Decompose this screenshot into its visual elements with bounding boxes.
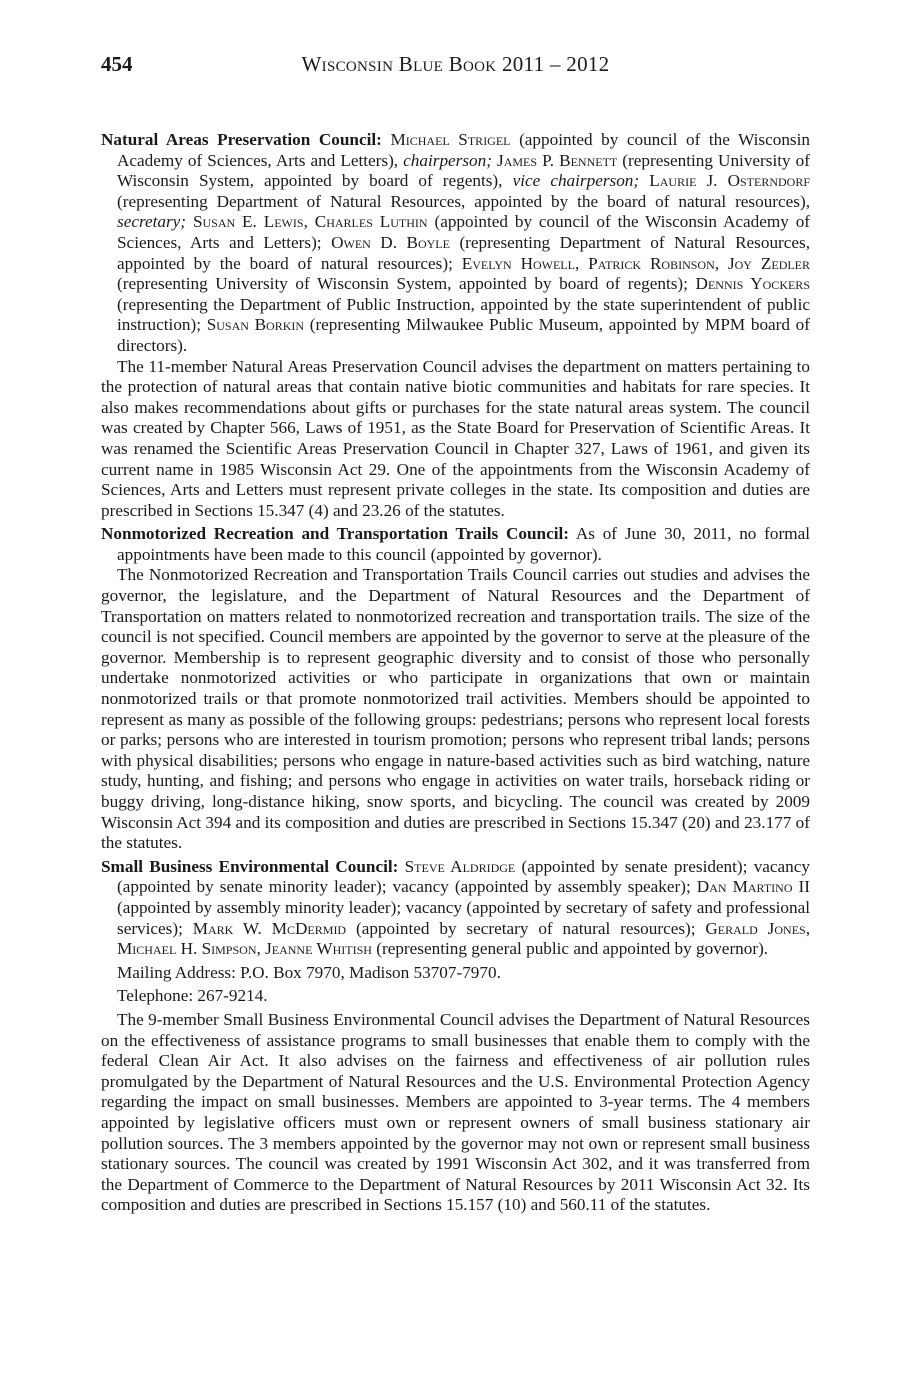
membership-note: As of June 30, 2011, no formal appointments have been made to this council (appointed by governor).: [117, 524, 810, 564]
officer-title: chairperson;: [403, 150, 492, 170]
member-name: Susan Borkin: [206, 315, 305, 335]
natural-areas-description: The 11-member Natural Areas Preservation Council advises the department on matters pertaining to the protection of natural areas that contain native biotic communities and habitats for rare species. It also makes recommendations about gifts or purchases for the state natural areas system. The council was created by Chapter 566, Laws of 1951, as the State Board for Preservation of Scientific Areas. It was renamed the Scientific Areas Preservation Council in Chapter 327, Laws of 1961, and given its current name in 1985 Wisconsin Act 29. One of the appointments from the Wisconsin Academy of Sciences, Arts and Letters must represent private colleges in the state. Its composition and duties are prescribed in Sections 15.347 (4) and 23.26 of the statutes.: [101, 356, 810, 520]
council-name-nonmotorized: Nonmotorized Recreation and Transportation Trails Council:: [101, 524, 569, 544]
member-name: Jeanne Whitish: [265, 939, 372, 959]
member-name: Michael H. Simpson: [117, 939, 257, 959]
member-name: Susan E. Lewis: [192, 212, 304, 232]
running-title: Wisconsin Blue Book 2011 – 2012: [301, 52, 610, 76]
small-business-description: The 9-member Small Business Environmental Council advises the Department of Natural Resources on the effectiveness of assistance programs to small businesses that enable them to comply with the federal Clean Air Act. It also advises on the fairness and effectiveness of air pollution rules promulgated by the Department of Natural Resources and the U.S. Environmental Protection Agency regarding the impact on small businesses. Members are appointed to 3-year terms. The 4 members appointed by legislative officers must own or represent owners of small business stationary air pollution sources. The 3 members appointed by the governor may not own or represent small business stationary sources. The council was created by 1991 Wisconsin Act 302, and it was transferred from the Department of Commerce to the Department of Natural Resources by 2011 Wisconsin Act 32. Its composition and duties are prescribed in Sections 15.157 (10) and 560.11 of the statutes.: [101, 1009, 810, 1215]
member-note: (appointed by senate president); vacancy (appointed by senate minority leader); vacancy (appointed by assembly speaker);: [117, 856, 810, 897]
member-name: Patrick Robinson: [588, 253, 715, 273]
nonmotorized-membership: [101, 524, 810, 565]
telephone: Telephone: 267-9214.: [117, 986, 268, 1006]
member-note: (representing Milwaukee Public Museum, appointed by MPM board of directors).: [117, 315, 810, 355]
officer-title: secretary;: [117, 212, 187, 232]
member-note: (representing Department of Natural Resources, appointed by the board of natural resources);: [117, 232, 811, 273]
page-body: [101, 130, 810, 1216]
member-note: (representing University of Wisconsin System, appointed by board of regents),: [117, 150, 810, 191]
member-name: Joy Zedler: [727, 253, 811, 273]
member-name: Michael Strigel: [390, 130, 511, 149]
member-note: (representing the Department of Public Instruction, appointed by the state superintendent of public instruction);: [117, 294, 810, 335]
member-note: (representing general public and appointed by governor).: [371, 939, 769, 959]
member-name: Dennis Yockers: [695, 274, 810, 294]
member-note: (representing Department of Natural Resources, appointed by the board of natural resources),: [117, 191, 810, 211]
member-name: Steve Aldridge: [404, 856, 516, 876]
member-name: Dan Martino II: [696, 877, 810, 897]
member-note: (appointed by council of the Wisconsin Academy of Sciences, Arts and Letters),: [117, 130, 810, 170]
member-name: Mark W. McDermid: [192, 918, 347, 938]
member-name: Charles Luthin: [314, 212, 428, 232]
small-business-membership: Small Business Environmental Council: Steve Aldridge (appointed by senate president); vacancy (appointed by senate minority leader); vacancy (appointed by assembly speaker); Dan Martino II (appointed by assembly minority leader); vacancy (appointed by secretary of safety and professional services); Mark W. McDermid (appointed by secretary of natural resources); Gerald Jones, Michael H. Simpson, Jeanne Whitish (representing general public and appointed by governor).: [101, 856, 810, 959]
member-name: James P. Bennett: [497, 150, 618, 170]
member-name: Evelyn Howell: [461, 253, 575, 273]
page-header: [101, 52, 810, 82]
member-note: (representing University of Wisconsin System, appointed by board of regents);: [117, 274, 696, 294]
page-number: 454: [101, 52, 133, 76]
member-name: Gerald Jones: [705, 918, 806, 938]
nonmotorized-description: The Nonmotorized Recreation and Transportation Trails Council carries out studies and advises the governor, the legislature, and the Department of Natural Resources and the Department of Transportation on matters related to nonmotorized recreation and transportation trails. The size of the council is not specified. Council members are appointed by the governor to serve at the pleasure of the governor. Membership is to represent geographic diversity and to consist of those who personally undertake nonmotorized activities or who participate in organizations that own or maintain nonmotorized trails or that promote nonmotorized trail activities. Members should be appointed to represent as many as possible of the following groups: pedestrians; persons who represent local forests or parks; persons who are interested in tourism promotion; persons who represent tribal lands; persons with physical disabilities; persons who engage in nature-based activities such as bird watching, nature study, hunting, and fishing; and persons who engage in activities on water trails, horseback riding or buggy driving, long-distance hiking, snow sports, and bicycling. The council was created by 2009 Wisconsin Act 394 and its composition and duties are prescribed in Sections 15.347 (20) and 23.177 of the statutes.: [101, 565, 810, 853]
member-name: Laurie J. Osterndorf: [649, 171, 811, 191]
member-name: Owen D. Boyle: [331, 232, 450, 252]
natural-areas-membership: Natural Areas Preservation Council: Michael Strigel (appointed by council of the Wisconsin Academy of Sciences, Arts and Letters), chairperson; James P. Bennett (representing University of Wisconsin System, appointed by board of regents), vice chairperson; Laurie J. Osterndorf (representing Department of Natural Resources, appointed by the board of natural resources), secretary; Susan E. Lewis, Charles Luthin (appointed by council of the Wisconsin Academy of Sciences, Arts and Letters); Owen D. Boyle (representing Department of Natural Resources, appointed by the board of natural resources); Evelyn Howell, Patrick Robinson, Joy Zedler (representing University of Wisconsin System, appointed by board of regents); Dennis Yockers (representing the Department of Public Instruction, appointed by the state superintendent of public instruction); Susan Borkin (representing Milwaukee Public Museum, appointed by MPM board of directors).: [101, 130, 811, 355]
mailing-address: Mailing Address: P.O. Box 7970, Madison 53707-7970.: [117, 962, 501, 982]
member-note: (appointed by secretary of natural resources);: [346, 918, 706, 938]
officer-title: vice chairperson;: [512, 171, 640, 191]
member-note: (appointed by council of the Wisconsin Academy of Sciences, Arts and Letters);: [117, 212, 811, 252]
council-name-small-business: Small Business Environmental Council:: [101, 856, 399, 876]
member-note: (appointed by assembly minority leader); vacancy (appointed by secretary of safety and professional services);: [117, 897, 810, 938]
council-name-natural-areas: Natural Areas Preservation Council:: [101, 130, 382, 149]
